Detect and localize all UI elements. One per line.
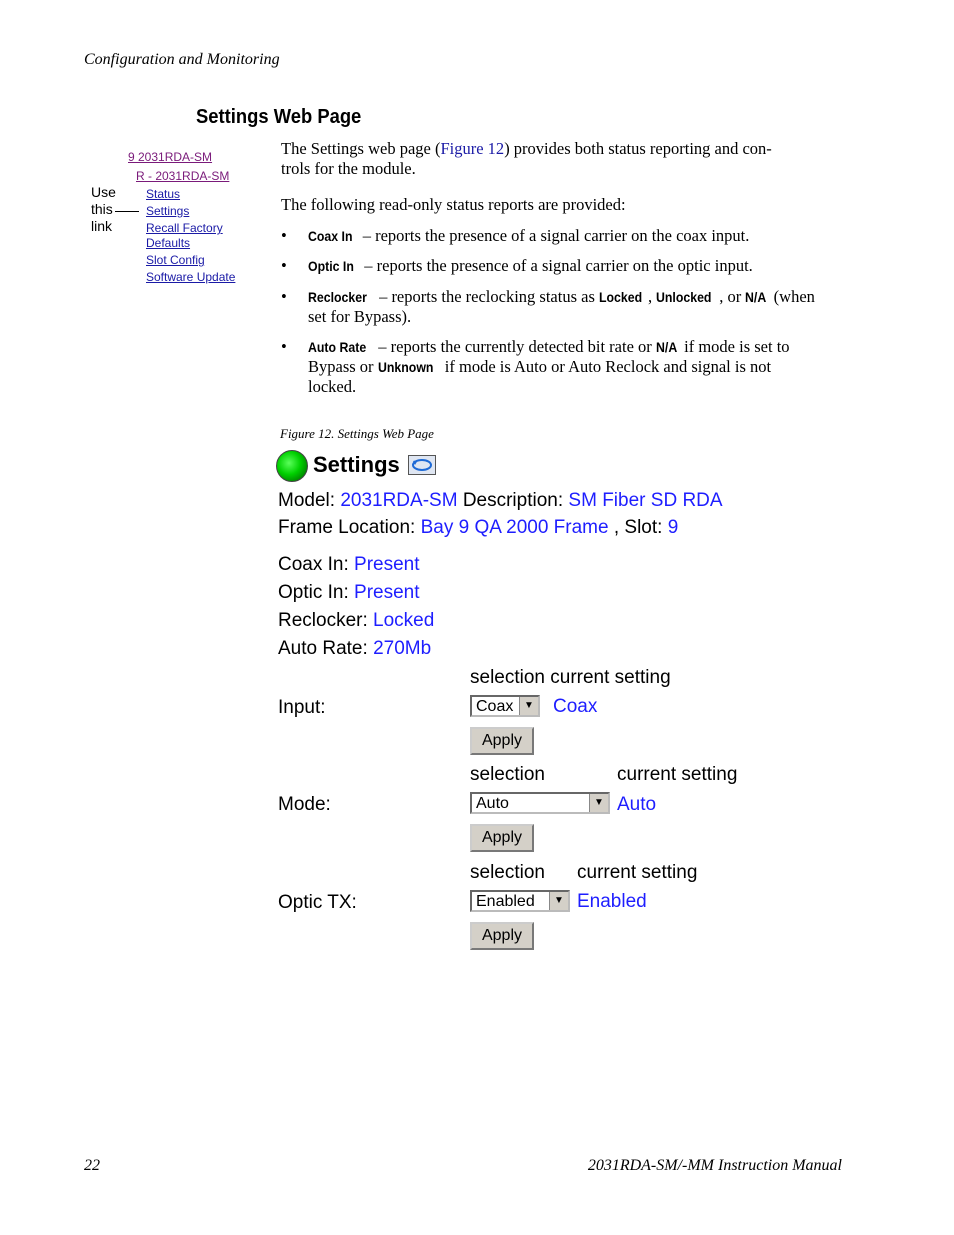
coax-in-row: Coax In: Present bbox=[278, 554, 420, 575]
figure-caption: Figure 12. Settings Web Page bbox=[280, 426, 434, 441]
auto-rate-row: Auto Rate: 270Mb bbox=[278, 638, 432, 659]
chevron-down-icon: ▼ bbox=[589, 794, 608, 812]
callout-text bbox=[91, 184, 116, 235]
nav-slot-config-link[interactable]: Slot Config bbox=[146, 253, 205, 267]
optic-tx-apply-button[interactable]: Apply bbox=[470, 922, 534, 950]
nav-module-link[interactable]: R - 2031RDA-SM bbox=[136, 169, 230, 183]
page-number: 22 bbox=[84, 1157, 100, 1174]
input-header: selection current setting bbox=[470, 667, 671, 688]
callout-leader-line bbox=[115, 211, 139, 212]
bullet-marker: • bbox=[281, 256, 287, 275]
optic-tx-select[interactable]: Enabled ▼ bbox=[470, 890, 570, 912]
optic-tx-header-selection: selection bbox=[470, 862, 545, 883]
input-select[interactable]: Coax ▼ bbox=[470, 695, 540, 717]
nav-status-link[interactable]: Status bbox=[146, 187, 181, 201]
read-only-intro: The following read-only status reports are provided: bbox=[281, 195, 626, 214]
status-led-icon bbox=[276, 450, 308, 482]
reclocker-row: Reclocker: Locked bbox=[278, 610, 435, 631]
bullet-auto-rate: Auto Rate – reports the currently detected bit rate or N/A if mode is set to Bypass or Unknown if mode is Auto or Auto Reclock and signal is not locked. bbox=[308, 337, 790, 396]
model-row: Model: 2031RDA-SM Description: SM Fiber SD RDA bbox=[278, 490, 723, 511]
running-head: Configuration and Monitoring bbox=[84, 51, 280, 68]
chevron-down-icon: ▼ bbox=[549, 892, 568, 910]
input-label: Input: bbox=[278, 697, 326, 718]
callout-line-1: Use bbox=[91, 184, 116, 200]
chevron-down-icon: ▼ bbox=[519, 697, 538, 715]
nav-software-update-link[interactable]: Software Update bbox=[146, 270, 236, 284]
nav-recall-factory-link[interactable]: Recall Factory bbox=[146, 221, 223, 235]
settings-title: Settings bbox=[313, 452, 400, 477]
frame-row: Frame Location: Bay 9 QA 2000 Frame , Slot: 9 bbox=[278, 517, 679, 538]
nav-settings-link[interactable]: Settings bbox=[146, 204, 190, 218]
input-current: Coax bbox=[553, 696, 598, 717]
mode-header-selection: selection bbox=[470, 764, 545, 785]
slot-value: 9 bbox=[667, 517, 679, 538]
frame-value: Bay 9 QA 2000 Frame bbox=[420, 517, 609, 538]
mode-header-current: current setting bbox=[617, 764, 738, 785]
model-value: 2031RDA-SM bbox=[340, 490, 458, 511]
description-value: SM Fiber SD RDA bbox=[568, 490, 723, 511]
section-title: Settings Web Page bbox=[196, 106, 362, 128]
refresh-icon[interactable] bbox=[408, 455, 436, 475]
mode-current: Auto bbox=[617, 794, 657, 815]
mode-label: Mode: bbox=[278, 794, 331, 815]
input-apply-button[interactable]: Apply bbox=[470, 727, 534, 755]
mode-apply-button[interactable]: Apply bbox=[470, 824, 534, 852]
optic-tx-current: Enabled bbox=[577, 891, 647, 912]
nav-defaults-link[interactable]: Defaults bbox=[146, 236, 191, 250]
callout-line-3: link bbox=[91, 218, 113, 234]
mode-select[interactable]: Auto ▼ bbox=[470, 792, 610, 814]
bullet-marker: • bbox=[281, 287, 287, 306]
optic-in-row: Optic In: Present bbox=[278, 582, 420, 603]
manual-title: 2031RDA-SM/-MM Instruction Manual bbox=[587, 1157, 842, 1174]
bullet-optic-in: Optic In – reports the presence of a signal carrier on the optic input. bbox=[308, 256, 753, 275]
bullet-coax-in: Coax In – reports the presence of a signal carrier on the coax input. bbox=[308, 226, 750, 245]
callout-line-2: this bbox=[91, 201, 113, 217]
intro-paragraph: The Settings web page (Figure 12) provides both status reporting and con- trols for the module. bbox=[281, 139, 772, 178]
bullet-marker: • bbox=[281, 226, 287, 245]
optic-tx-label: Optic TX: bbox=[278, 892, 357, 913]
optic-tx-header-current: current setting bbox=[577, 862, 698, 883]
nav-frame-link[interactable]: 9 2031RDA-SM bbox=[128, 150, 213, 164]
bullet-marker: • bbox=[281, 337, 287, 356]
figure-12-link[interactable]: Figure 12 bbox=[440, 139, 505, 158]
bullet-reclocker: Reclocker – reports the reclocking status as Locked , Unlocked , or N/A (when set for Bypass). bbox=[308, 287, 815, 326]
